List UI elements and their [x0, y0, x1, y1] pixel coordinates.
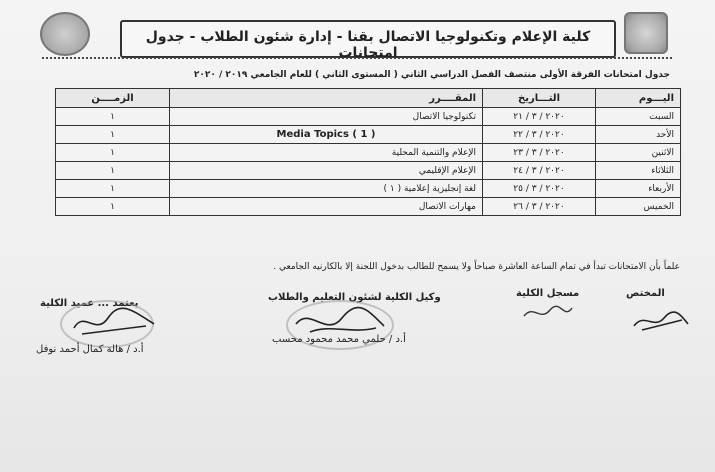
exam-note: علماً بأن الامتحانات تبدأ في تمام الساعة العاشرة صباحاً ولا يسمح للطالب بدخول اللجنة إلا بالكارنيه الجامعي . [273, 262, 680, 272]
vice-dean-name: أ.د / حلمي محمد محمود محسب [272, 334, 406, 345]
cell-subject: لغة إنجليزية إعلامية ( ١ ) [170, 180, 483, 198]
dean-signature [70, 306, 160, 340]
cell-date: ٢٠٢٠ / ٣ / ٢٣ [483, 144, 596, 162]
university-logo [40, 12, 90, 56]
table-row [56, 162, 681, 180]
header-time: الزمــــن [56, 89, 170, 108]
table-row [56, 126, 681, 144]
cell-date: ٢٠٢٠ / ٣ / ٢٢ [483, 126, 596, 144]
header-day: اليـــوم [596, 89, 681, 108]
header-date: التـــاريخ [483, 89, 596, 108]
header-title: كلية الإعلام وتكنولوجيا الاتصال بقنا - إدارة شئون الطلاب - جدول امتحانات [145, 29, 591, 61]
preparer-title: المختص [626, 288, 665, 299]
cell-time: ١ [56, 162, 170, 180]
cell-date: ٢٠٢٠ / ٣ / ٢١ [483, 108, 596, 126]
table-header-row [56, 89, 681, 108]
registrar-title: مسجل الكلية [516, 288, 580, 299]
header-subject: المقــــرر [170, 89, 483, 108]
cell-time: ١ [56, 126, 170, 144]
cell-day: الاثنين [596, 144, 681, 162]
cell-day: الثلاثاء [596, 162, 681, 180]
dean-title: يعتمد ... عميد الكلية [40, 298, 139, 309]
dotted-divider [42, 57, 672, 61]
cell-day: الخميس [596, 198, 681, 216]
cell-date: ٢٠٢٠ / ٣ / ٢٤ [483, 162, 596, 180]
cell-subject: الإعلام والتنمية المحلية [170, 144, 483, 162]
cell-time: ١ [56, 180, 170, 198]
registrar-signature [520, 300, 576, 326]
table-row [56, 198, 681, 216]
cell-subject: تكنولوجيا الاتصال [170, 108, 483, 126]
cell-subject: مهارات الاتصال [170, 198, 483, 216]
cell-time: ١ [56, 108, 170, 126]
cell-time: ١ [56, 144, 170, 162]
exam-schedule-table [55, 88, 681, 216]
faculty-logo [624, 12, 668, 54]
cell-subject: Media Topics ( 1 ) [170, 126, 483, 144]
preparer-signature [632, 306, 692, 336]
table-row [56, 108, 681, 126]
dean-name: أ.د / هالة كمال أحمد نوفل [36, 344, 144, 355]
cell-time: ١ [56, 198, 170, 216]
cell-day: الأحد [596, 126, 681, 144]
cell-day: الأربعاء [596, 180, 681, 198]
schedule-subtitle: جدول امتحانات الفرقة الأولى منتصف الفصل الدراسي الثاني ( المستوى الثاني ) للعام الجامعي ٢٠١٩ / ٢٠٢٠ [193, 70, 670, 80]
cell-date: ٢٠٢٠ / ٣ / ٢٦ [483, 198, 596, 216]
cell-date: ٢٠٢٠ / ٣ / ٢٥ [483, 180, 596, 198]
header-box [120, 20, 616, 61]
vice-dean-title: وكيل الكلية لشئون التعليم والطلاب [268, 292, 441, 303]
cell-day: السبت [596, 108, 681, 126]
cell-subject: الإعلام الإقليمي [170, 162, 483, 180]
table-row [56, 180, 681, 198]
table-row [56, 144, 681, 162]
